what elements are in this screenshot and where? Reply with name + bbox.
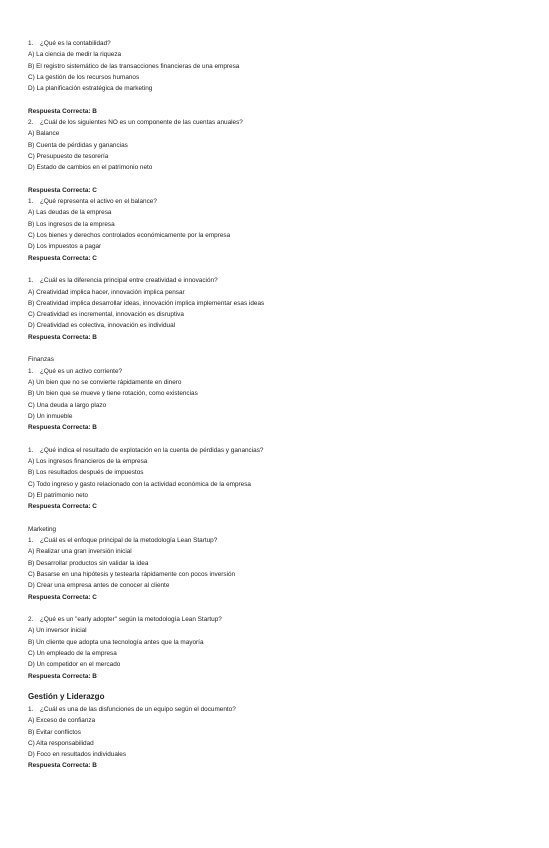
question-text: ¿Qué es un activo corriente? (40, 367, 123, 375)
option-c: C) Un empleado de la empresa (28, 650, 117, 658)
option-a: A) Creatividad implica hacer, innovación implica pensar (28, 288, 185, 296)
option-a: A) Las deudas de la empresa (28, 209, 112, 217)
question-line (28, 614, 528, 625)
correct-answer: Respuesta Correcta: B (28, 762, 97, 770)
option-b: B) Un bien que se mueve y tiene rotación, como existencias (28, 390, 198, 398)
option-a: A) Un inversor inicial (28, 627, 87, 635)
question-number: 1. (28, 367, 34, 375)
correct-answer: Respuesta Correcta: C (28, 186, 97, 194)
question-text: ¿Cuál es una de las disfunciones de un equipo según el documento? (40, 705, 236, 713)
correct-answer: Respuesta Correcta: B (28, 424, 97, 432)
option-a: A) La ciencia de medir la riqueza (28, 51, 122, 59)
option-d: D) La planificación estratégica de marketing (28, 85, 153, 93)
question-number: 2. (28, 119, 34, 127)
question-line (28, 117, 528, 128)
question-block (28, 524, 528, 603)
correct-answer: Respuesta Correcta: C (28, 254, 97, 262)
option-d: D) El patrimonio neto (28, 491, 89, 499)
question-number: 1. (28, 40, 34, 47)
correct-answer: Respuesta Correcta: B (28, 107, 97, 115)
option-a: A) Los ingresos financieros de la empresa (28, 457, 148, 465)
section-label: Marketing (28, 525, 57, 533)
question-line (28, 366, 528, 377)
option-a: A) Un bien que no se convierte rápidamente en dinero (28, 378, 182, 386)
option-b: B) Los ingresos de la empresa (28, 220, 115, 228)
correct-answer: Respuesta Correcta: B (28, 672, 97, 680)
question-line (28, 704, 528, 715)
option-c: C) Presupuesto de tesorería (28, 152, 109, 160)
correct-answer: Respuesta Correcta: B (28, 333, 97, 341)
question-number: 1. (28, 198, 34, 206)
question-text: ¿Cuál es el enfoque principal de la metodología Lean Startup? (40, 537, 218, 545)
question-text: ¿Cuál de los siguientes NO es un componente de las cuentas anuales? (40, 119, 243, 127)
question-block (28, 445, 528, 513)
question-block (28, 38, 528, 117)
option-c: C) Todo ingreso y gasto relacionado con la actividad económica de la empresa (28, 480, 251, 488)
option-c: C) Creatividad es incremental, innovación es disruptiva (28, 311, 184, 319)
option-d: D) Creatividad es colectiva, innovación es individual (28, 322, 176, 330)
question-number: 1. (28, 537, 34, 545)
option-d: D) Foco en resultados individuales (28, 751, 127, 759)
question-block (28, 691, 528, 772)
question-text: ¿Cuál es la diferencia principal entre creatividad e innovación? (40, 277, 218, 285)
option-c: C) La gestión de los recursos humanos (28, 73, 140, 81)
question-number: 2. (28, 616, 34, 624)
question-block (28, 354, 528, 433)
option-a: A) Realizar una gran inversión inicial (28, 548, 132, 556)
question-line (28, 445, 528, 456)
question-block (28, 196, 528, 264)
question-number: 1. (28, 277, 34, 285)
option-b: B) Cuenta de pérdidas y ganancias (28, 141, 128, 149)
question-block (28, 117, 528, 196)
question-block (28, 275, 528, 343)
option-d: D) Estado de cambios en el patrimonio neto (28, 164, 153, 172)
option-b: B) Desarrollar productos sin validar la idea (28, 559, 149, 567)
option-b: B) Un cliente que adopta una tecnología antes que la mayoría (28, 638, 204, 646)
question-text: ¿Qué indica el resultado de explotación en la cuenta de pérdidas y ganancias? (40, 446, 264, 454)
option-c: C) Basarse en una hipótesis y testearla rápidamente con pocos inversión (28, 570, 236, 578)
question-line (28, 196, 528, 207)
question-line (28, 38, 528, 49)
correct-answer: Respuesta Correcta: C (28, 503, 97, 511)
option-b: B) Los resultados después de impuestos (28, 469, 144, 477)
option-b: B) Evitar conflictos (28, 728, 81, 736)
option-a: A) Balance (28, 130, 60, 138)
option-b: B) Creatividad implica desarrollar ideas, innovación implica implementar esas ideas (28, 299, 265, 307)
option-d: D) Crear una empresa antes de conocer al cliente (28, 582, 170, 590)
option-c: C) Los bienes y derechos controlados económicamente por la empresa (28, 232, 231, 240)
question-text: ¿Qué representa el activo en el balance? (40, 198, 157, 206)
option-c: C) Alta responsabilidad (28, 739, 94, 747)
option-c: C) Una deuda a largo plazo (28, 401, 107, 409)
question-number: 1. (28, 705, 34, 713)
question-line (28, 535, 528, 546)
question-block (28, 614, 528, 682)
option-d: D) Un inmueble (28, 412, 73, 420)
question-text: ¿Qué es la contabilidad? (40, 40, 111, 47)
option-a: A) Exceso de confianza (28, 717, 96, 725)
section-label: Finanzas (28, 356, 54, 364)
option-d: D) Un competidor en el mercado (28, 661, 121, 669)
option-b: B) El registro sistemático de las transacciones financieras de una empresa (28, 62, 240, 70)
question-text: ¿Qué es un "early adopter" según la metodología Lean Startup? (40, 616, 222, 624)
document-page (28, 38, 528, 772)
option-d: D) Los impuestos a pagar (28, 243, 102, 251)
correct-answer: Respuesta Correcta: C (28, 593, 97, 601)
question-number: 1. (28, 446, 34, 454)
question-line (28, 275, 528, 286)
section-heading: Gestión y Liderazgo (28, 691, 105, 701)
